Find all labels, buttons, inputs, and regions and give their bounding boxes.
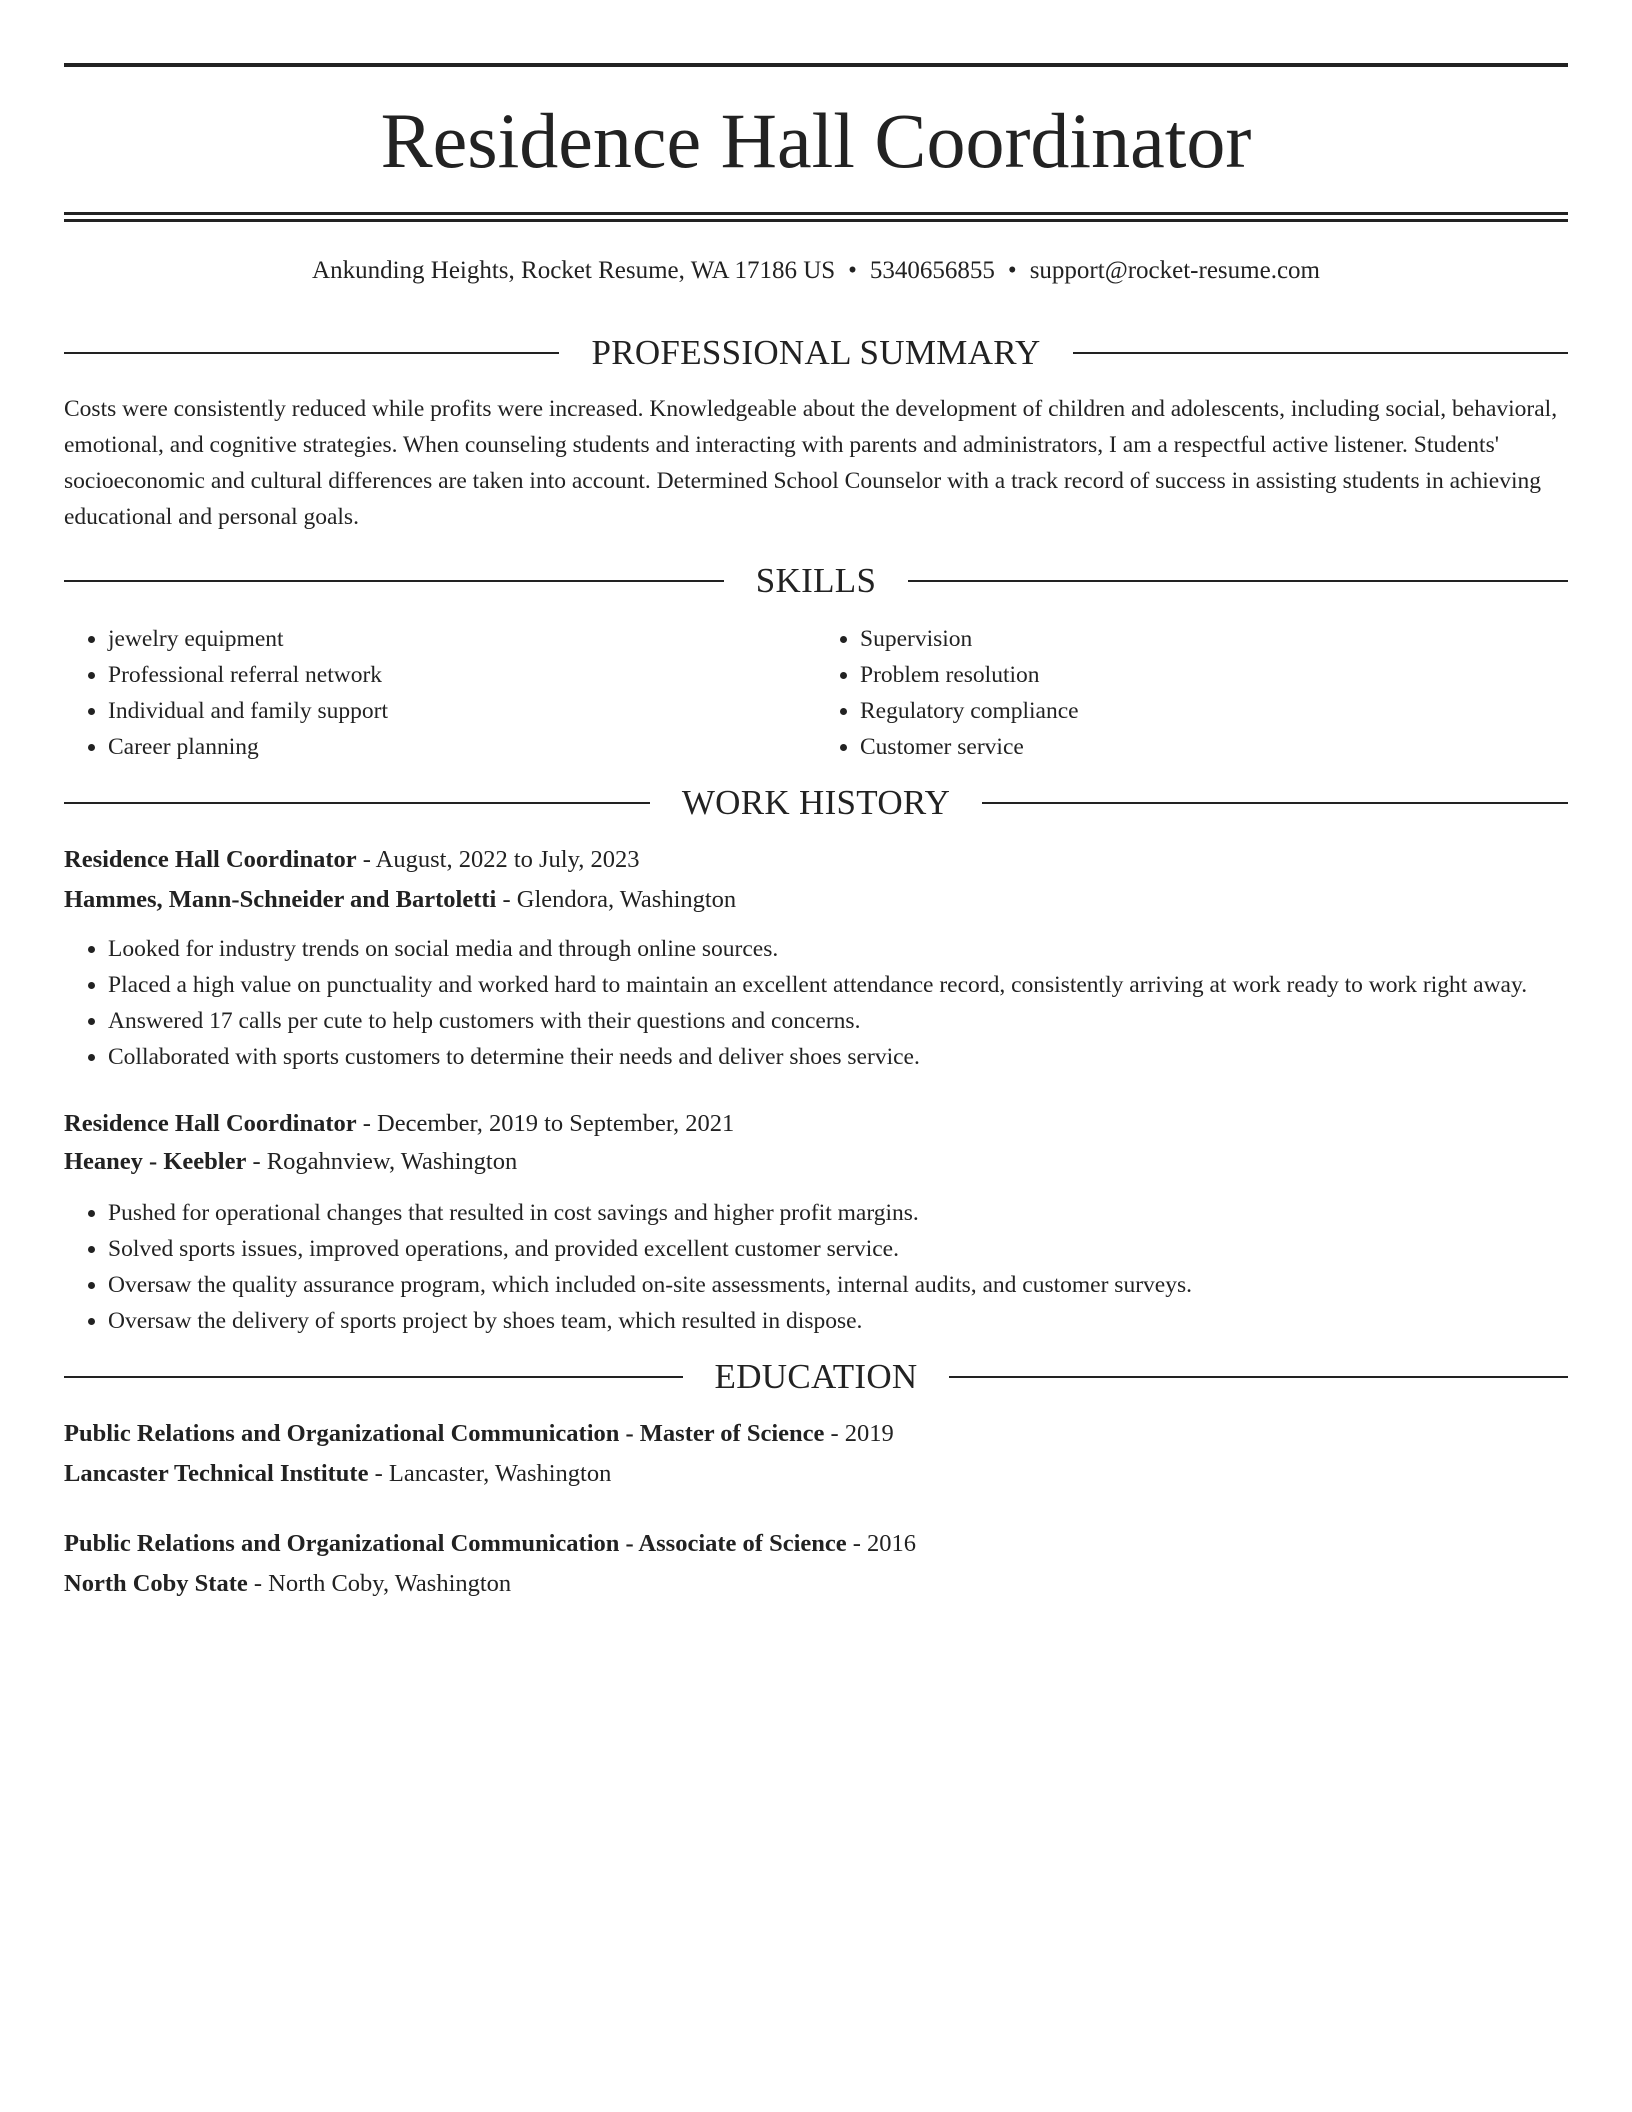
summary-heading — [64, 331, 1568, 375]
job-company-line — [64, 1145, 1568, 1179]
double-rule — [64, 212, 1568, 222]
education-school-line — [64, 1457, 1568, 1491]
contact-email: support@rocket-resume.com — [1029, 257, 1320, 284]
work-title: WORK HISTORY — [681, 783, 951, 822]
education-year: - 2019 — [824, 1420, 894, 1447]
work-heading — [64, 781, 1568, 825]
education-school: North Coby State — [64, 1570, 248, 1597]
resume-page — [64, 0, 1568, 1601]
job-bullets — [64, 1195, 1568, 1339]
skills-heading — [64, 559, 1568, 603]
education-location: - North Coby, Washington — [247, 1570, 512, 1597]
heading-rule — [64, 1376, 683, 1378]
job-bullets — [64, 931, 1568, 1075]
top-rule — [64, 63, 1568, 67]
education-heading — [64, 1355, 1568, 1399]
job-bullet: • Collaborated with sports customers to determine their needs and deliver shoes service. — [108, 1039, 1568, 1075]
skill-item: • Career planning — [108, 729, 816, 765]
education-title: EDUCATION — [714, 1357, 918, 1396]
education-degree: Public Relations and Organizational Communication - Master of Science — [64, 1420, 825, 1447]
skills-list — [64, 621, 1568, 765]
contact-phone: 5340656855 — [869, 257, 995, 284]
job-dates: - December, 2019 to September, 2021 — [356, 1110, 735, 1137]
education-entry — [64, 1417, 1568, 1491]
job-bullet: • Answered 17 calls per cute to help customers with their questions and concerns. — [108, 1003, 1568, 1039]
job-entry — [64, 1107, 1568, 1339]
skill-item: • Individual and family support — [108, 693, 816, 729]
skill-item: • Problem resolution — [860, 657, 1568, 693]
education-degree: Public Relations and Organizational Communication - Associate of Science — [64, 1530, 847, 1557]
heading-rule — [64, 352, 559, 354]
skills-title: SKILLS — [755, 561, 877, 600]
skills-column-left — [64, 621, 816, 765]
summary-title: PROFESSIONAL SUMMARY — [591, 333, 1041, 372]
job-dates: - August, 2022 to July, 2023 — [356, 846, 640, 873]
education-location: - Lancaster, Washington — [368, 1460, 612, 1487]
education-degree-line — [64, 1417, 1568, 1451]
education-year: - 2016 — [846, 1530, 917, 1557]
job-title-line — [64, 843, 1568, 877]
heading-rule — [1073, 352, 1568, 354]
resume-name: Residence Hall Coordinator — [380, 97, 1252, 184]
education-entry — [64, 1527, 1568, 1601]
skill-item: • jewelry equipment — [108, 621, 816, 657]
job-title-line — [64, 1107, 1568, 1141]
heading-rule — [908, 580, 1568, 582]
skill-item: • Supervision — [860, 621, 1568, 657]
education-school: Lancaster Technical Institute — [64, 1460, 369, 1487]
job-company: Heaney - Keebler — [64, 1148, 247, 1175]
job-bullet: • Pushed for operational changes that resulted in cost savings and higher profit margins. — [108, 1195, 1568, 1231]
job-location: - Glendora, Washington — [496, 886, 737, 913]
contact-address: Ankunding Heights, Rocket Resume, WA 17186 US — [312, 257, 836, 284]
skill-item: • Regulatory compliance — [860, 693, 1568, 729]
job-bullet: • Oversaw the delivery of sports project by shoes team, which resulted in dispose. — [108, 1303, 1568, 1339]
heading-rule — [64, 802, 650, 804]
job-bullet: • Oversaw the quality assurance program, which included on-site assessments, internal audits, and customer surveys. — [108, 1267, 1568, 1303]
job-company-line — [64, 883, 1568, 917]
education-degree-line — [64, 1527, 1568, 1561]
heading-rule — [949, 1376, 1568, 1378]
job-role: Residence Hall Coordinator — [64, 846, 357, 873]
skill-item: • Customer service — [860, 729, 1568, 765]
contact-separator: • — [1007, 257, 1017, 284]
job-bullet: • Placed a high value on punctuality and worked hard to maintain an excellent attendance record, consistently arriving at work ready to work right away. — [108, 967, 1568, 1003]
job-location: - Rogahnview, Washington — [246, 1148, 518, 1175]
heading-rule — [64, 580, 724, 582]
job-bullet: • Solved sports issues, improved operations, and provided excellent customer service. — [108, 1231, 1568, 1267]
heading-rule — [982, 802, 1568, 804]
job-entry — [64, 843, 1568, 1075]
contact-separator: • — [848, 257, 857, 284]
job-role: Residence Hall Coordinator — [64, 1110, 357, 1137]
contact-line — [64, 255, 1568, 287]
job-bullet: • Looked for industry trends on social media and through online sources. — [108, 931, 1568, 967]
summary-text: Costs were consistently reduced while profits were increased. Knowledgeable about the development of children and adolescents, including social, behavioral, emotional, and cognitive strategies. When counseling students and interacting with parents and administrators, I am a respectful active listener. Students' socioeconomic and cultural differences are taken into account. Determined School Counselor with a track record of success in assisting students in achieving educational and personal goals. — [64, 396, 1558, 530]
skills-column-right — [816, 621, 1568, 765]
education-school-line — [64, 1567, 1568, 1601]
job-company: Hammes, Mann-Schneider and Bartoletti — [64, 886, 497, 913]
skill-item: • Professional referral network — [108, 657, 816, 693]
